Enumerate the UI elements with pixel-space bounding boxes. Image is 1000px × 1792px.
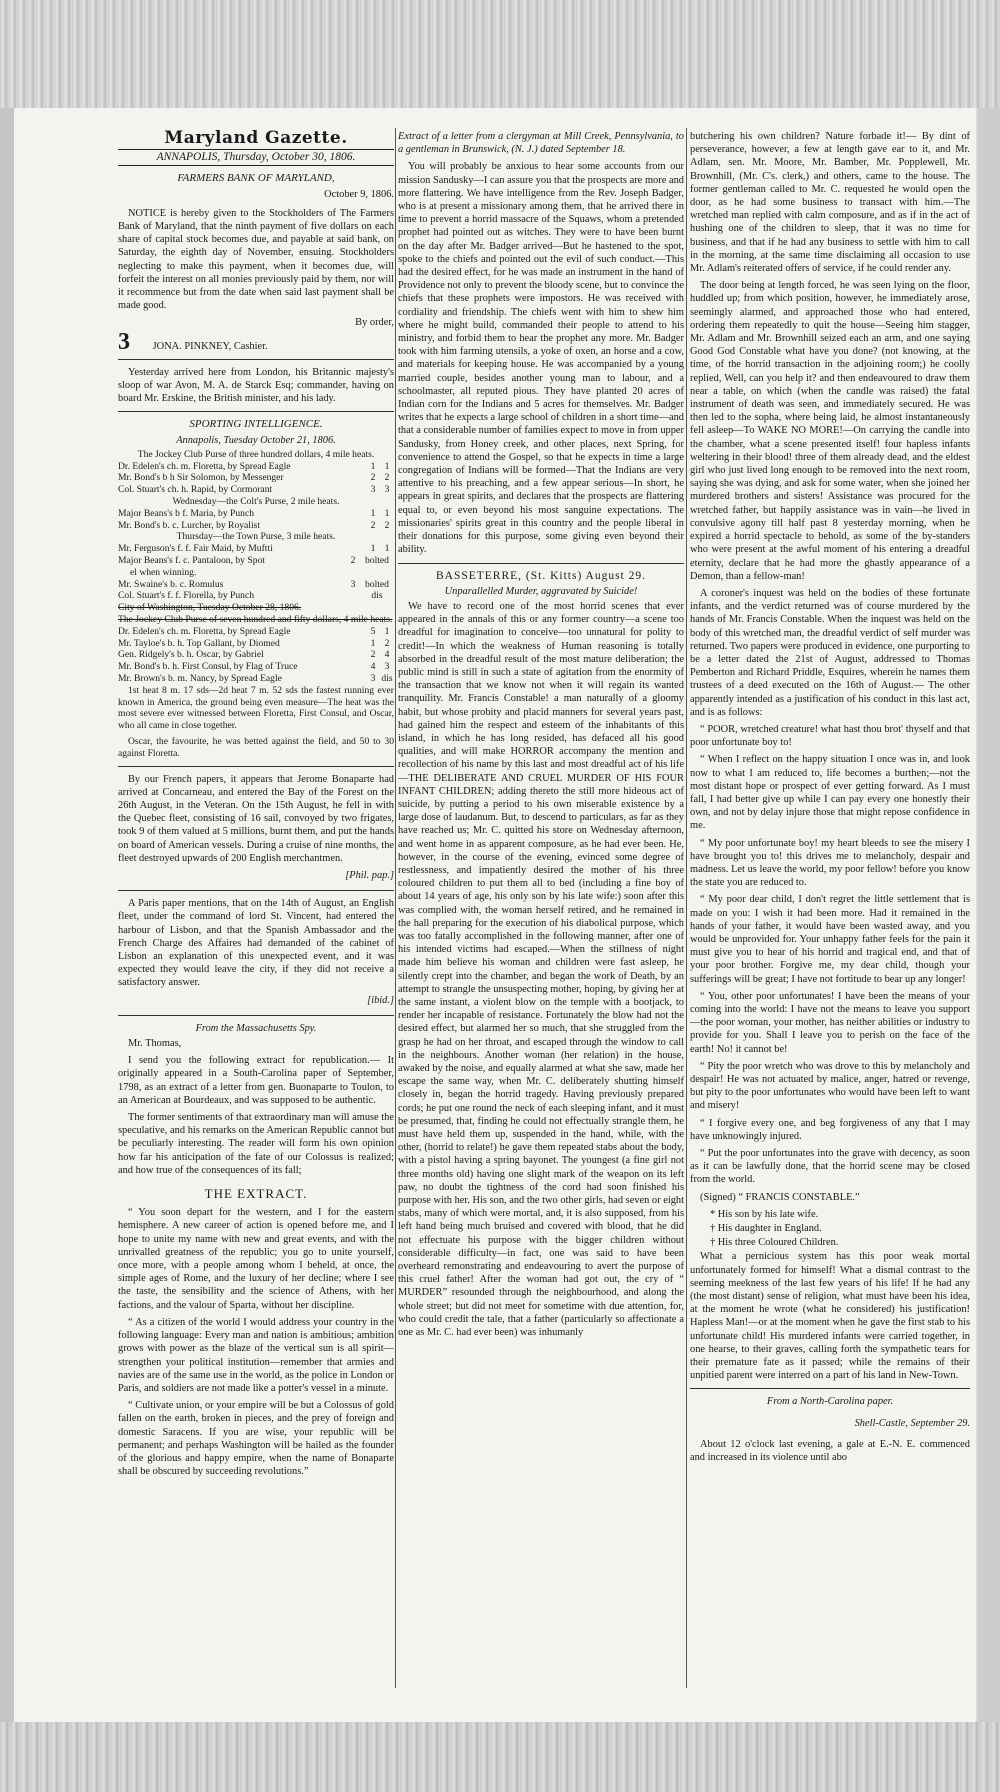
race-title: Thursday—the Town Purse, 3 mile heats. (176, 531, 336, 543)
scanner-top-margin (0, 0, 1000, 108)
race-row: Dr. Edelen's ch. m. Floretta, by Spread Eagle 1 1 (118, 460, 390, 472)
murder-continued-2: The door being at length forced, he was seen lying on the floor, huddled up; from which position, however, he immediately arose, seemingly alarmed, and approached those who had entered, ordering them repeatedly to quit the house—Seeing him stagger, Mr. Adlam and Mr. Brownhill seized each an arm, and one saying Good God Constable what have you done? (not knowing, at the time, of the horrid transaction in the adjoining room;) he coolly replied, Well, can you help it? and then endeavoured to draw them near a table, on which (when the candle was raised) the fatal instrument of death was seen, and immediately secured. He was then led to the sopha, where being laid, he almost instantaneously fell asleep—To WAKE NO MORE!—On carrying the candle into the chamber, what a scene presented itself! four hapless infants weltering in their blood! three of them already dead, and the eldest girl who just lived long enough to be removed into the next room, saying she was dying, and ask for some water, when she joined her murdered brothers and sisters! Assistance was procured for the wretched father, but happily assistance was in vain—he lived in convulsive agony till half past 8 yesterday morning, when he expired a horrid spectacle to behold, as some of the by-standers who were present at the awful moment of his entering a dreadful eternity, declare that he had more the ghastly appearance of a Demon, than a fellow-man! (690, 280, 970, 582)
avon-notice: Yesterday arrived here from London, his Britannic majesty's sloop of war Avon, M. A. de Starck Esq; commander, having on board Mr. Erskine, the British minister, and his lady. (118, 366, 394, 405)
letter-quote: “ When I reflect on the happy situation I once was in, and look now to what I am reduced to, life becomes a burthen;—not the most distant hope or prospect of ever getting forward. As I must fall, I had better give up while I can pay every one honestly their own, and not by delay injure those that might repose confidence in me. (690, 754, 970, 832)
coroner-inquest: A coroner's inquest was held on the bodies of these fortunate infants, and the verdict returned was of course murdered by the hands of Mr. Francis Constable. When the inquest was held on the body of this wretched man, the dreadful verdict of self murder was returned. Two papers were produced in evidence, one purporting to be a letter dated the 21st of August, addressed to Thomas Pemberton and Richard Priddle, Esquires, wherein he names them trustees of a deed executed on the 16th of August.— The other apparently intended as a justification of his conduct in this last act, and is as follows: (690, 587, 970, 718)
letter-quote: “ I forgive every one, and beg forgiveness of any that I may have unknowingly injured. (690, 1117, 970, 1142)
footnote: * His son by his late wife. (710, 1208, 819, 1220)
letter-quote: “ POOR, wretched creature! what hast thou brot' thyself and that poor unfortunate boy to! (690, 723, 970, 749)
letter-quote: “ My poor dear child, I don't regret the little settlement that is made on you: I wish it had been more. Had it remained in the hands of your father, it would have been wasted away, and you would be unprovided for. Your unhappy father feels for the pain it must give you to hear of his horrid and tragical end, and that of your poor brother. Forgive me, my dear child, though your sufferings will be great; I have not fortitude to bear up any longer! (690, 894, 970, 985)
column-2 (398, 130, 684, 1343)
masthead: Maryland Gazette. (164, 128, 348, 148)
race-row: Mr. Swaine's b. c. Romulus 3 bolted (118, 578, 389, 590)
column-rule (686, 128, 687, 1688)
race-row: Mr. Bond's b h Sir Solomon, by Messenger 2 2 (118, 472, 390, 484)
bank-notice: NOTICE is hereby given to the Stockholders of The Farmers Bank of Maryland, that the ninth payment of five dollars on each share of capital stock becomes due, and payable at said bank, on Saturday, the eighth day of November, ensuing. Stockholders neglecting to make this payment, when it becomes due, will forfeit the interest on all monies previously paid by them, nor will it recommence but from the date when said last payment shall be made good. (118, 207, 394, 312)
column-rule (395, 128, 396, 1688)
race-title: Wednesday—the Colt's Purse, 2 mile heats. (172, 496, 340, 508)
editorial-reflection: What a pernicious system has this poor weak mortal unfortunately formed for himself! What a dismal contrast to the seeming meekness of the last few years of his life! If he had any (the most distant) sense of religion, what must have been his idea, at the moment he wrote (what he considered) his justification! Hapless Man!—or at the moment when he gave the first stab to his unfortunate child! His murdered infants were carried together, in one hearse, to their graves, calling forth the sympathetic tears for their premature fate as it passed; while the remains of their unpitied parent were interred on a part of his land in New-Town. (690, 1251, 970, 1382)
sporting-date: Annapolis, Tuesday October 21, 1806. (176, 434, 336, 446)
bank-date: October 9, 1806. (324, 188, 394, 200)
source-credit: [Phil. pap.] (345, 870, 394, 881)
extract-heading: THE EXTRACT. (204, 1186, 308, 1202)
nc-dateline: Shell-Castle, September 29. (854, 1417, 970, 1429)
race-results-1 (118, 461, 394, 496)
basseterre-heading: BASSETERRE, (St. Kitts) August 29. (435, 569, 647, 582)
nc-paragraph: About 12 o'clock last evening, a gale at E.-N. E. commenced and increased in its violence until abo (690, 1438, 970, 1464)
dateline: ANNAPOLIS, Thursday, October 30, 1806. (118, 149, 394, 166)
race-results-4 (118, 626, 394, 685)
letter-signature: (Signed) “ FRANCIS CONSTABLE.” (700, 1191, 860, 1203)
race-row: Dr. Edelen's ch. m. Floretta, by Spread Eagle 5 1 (118, 625, 390, 637)
bank-order: By order, (355, 317, 394, 329)
race-row: Mr. Brown's b. m. Nancy, by Spread Eagle 3 dis (118, 673, 393, 684)
race-row: el when winning. (130, 566, 197, 578)
column-3 (690, 130, 970, 1468)
murder-continued-1: butchering his own children? Nature forbade it!— By dint of perseverance, however, a few at length gave ear to it, and Mr. Adlam, sen. Mr. Moore, Mr. Bamber, Mr. Popplewell, Mr. Brownhill, (Mr. C's. clerk,) and others, came to the house. The former gentleman called to Mr. C. requested he would open the door, as he had some business to transact with him.—The wretched man replied with calm composure, and as if in the act of hushing one of the children to sleep, that it was no time for business, and that if he had any business to settle with him to call in the morning, at the same time disclaiming all occasion to use Mr. Adlam's reiterated offers of service, if he could render any. (690, 131, 970, 275)
race-row: Major Beans's b f. Maria, by Punch 1 1 (118, 507, 390, 519)
race-row: Mr. Ferguson's f. f. Fair Maid, by Muftti 1 1 (118, 543, 390, 555)
race-row: Mr. Bond's b. h. First Consul, by Flag of Truce 4 3 (118, 661, 390, 673)
race-results-2 (118, 508, 394, 532)
race-row: Col. Stuart's ch. h. Rapid, by Cormorant 3 3 (118, 484, 390, 496)
divider (118, 411, 394, 412)
massachusetts-para-1: I send you the following extract for republication.— It originally appeared in a South-Carolina paper of September, 1798, as an extract of a letter from gen. Buonaparte to Toulon, to an American at Bourdeaux, and was supposed to be authentic. (118, 1055, 394, 1106)
bank-heading: FARMERS BANK OF MARYLAND, (177, 172, 335, 185)
footnote: † His three Coloured Children. (710, 1237, 839, 1249)
massachusetts-salutation: Mr. Thomas, (128, 1038, 182, 1050)
letter-quote: “ Put the poor unfortunates into the grave with decency, as soon as it can be lawfully done, that the horrid scene may be closed from the world. (690, 1148, 970, 1186)
extract-para-2: “ As a citizen of the world I would address your country in the following language: Every man and nation is ambitious; ambition grows with power as the blaze of the vertical sun is all spirit—strengthen your political institution—remember that armies and navies are of the same use in the world, as the police in London or Paris, and soldiers are not made like a potter's vessel in a minute. (118, 1316, 394, 1394)
struck-dateline: City of Washington, Tuesday October 28, 1806. (118, 602, 302, 614)
bonaparte-paragraph: By our French papers, it appears that Jerome Bonaparte had arrived at Concarneau, and entered the Bay of the Forest on the 26th August, in the Veteran. On the 15th August, he fell in with the Quebec fleet, consisting of 16 sail, convoyed by two frigates, took 9 of them valued at 5 millions, burnt them, and put the hands on board of American vessels. During a cruise of nine months, the fleet destroyed upwards of 200 English merchantmen. (118, 773, 394, 864)
struck-race-title: The Jockey Club Purse of seven hundred and fifty dollars, 4 mile heats. (118, 614, 393, 626)
race-heats: 1st heat 8 m. 17 sds—2d heat 7 m. 52 sds the fastest running ever known in America, the ground being even measure—The heat was the most severe ever witnessed between Floretta, First Consul, and Oscar, who all came in close together. (118, 684, 394, 732)
race-row: Mr. Tayloe's b. h. Top Gallant, by Diomed 1 2 (118, 637, 390, 649)
sporting-heading: SPORTING INTELLIGENCE. (189, 418, 323, 431)
nc-heading: From a North-Carolina paper. (766, 1396, 894, 1408)
divider (118, 890, 394, 891)
paris-paragraph: A Paris paper mentions, that on the 14th of August, an English fleet, under the command of lord St. Vincent, had entered the harbour of Lisbon, and that the Spanish Ambassador and the French Charge des Affaires had demanded of the cabinet of Lisbon an explanation of this unexpected event, and it was expected they would leave the city, if they did not receive a satisfactory answer. (118, 898, 394, 989)
letter-quote: “ My poor unfortunate boy! my heart bleeds to see the misery I have brought you to! this drives me to melancholy, despair and madness. Let us leave the world, my poor fellow! before you know the state you are reduced to. (690, 837, 970, 889)
column-1 (118, 130, 394, 1482)
race-title: The Jockey Club Purse of three hundred dollars, 4 mile heats. (137, 448, 375, 460)
scanner-left-edge (0, 108, 14, 1722)
extract-para-3: “ Cultivate union, or your empire will be but a Colossus of gold fallen on the earth, broken in pieces, and the prey of foreign and domestic Saracens. If you are wise, your republic will be permanent; and perhaps Washington will be hailed as the founder of the glorious and happy empire, when the name of Bonaparte shall be obscured by succeeding revolutions.” (118, 1400, 394, 1478)
extract-para-1: “ You soon depart for the western, and I for the eastern hemisphere. A new career of action is opened before me, and I hope to unite my name with new and great events, and with the unrivalled greatness of the republic; you go to unite yourself, once more, with a people among whom I beheld, at once, the simple ages of Rome, and the luxury of her decline; where I see the taste, the sensibility and the science of Athens, with her factions, and the valour of Sparta, without her discipline. (118, 1207, 394, 1311)
source-credit: [ibid.] (367, 994, 394, 1006)
race-row: Col. Stuart's f. f. Florella, by Punch dis (118, 590, 383, 602)
divider (118, 359, 394, 360)
murder-subheading: Unparallelled Murder, aggravated by Suicide! (444, 585, 638, 597)
handwritten-mark: 3 (118, 328, 130, 355)
bank-signature-line (118, 328, 394, 355)
massachusetts-heading: From the Massachusetts Spy. (195, 1022, 317, 1034)
letter-heading: Extract of a letter from a clergyman at Mill Creek, Pennsylvania, to a gentleman in Brunswick, (N. J.) dated September 18. (398, 131, 684, 156)
bank-signature: JONA. PINKNEY, Cashier. (152, 340, 268, 352)
newspaper-page (14, 108, 976, 1722)
letter-quote: “ You, other poor unfortunates! I have been the means of your coming into the world: I have not the means to leave you support—the poor woman, your mother, has neither abilities or industry to provide for you. Shall I leave you to perish on the face of the earth! No! it cannot be! (690, 990, 970, 1055)
divider (118, 766, 394, 767)
divider (118, 1015, 394, 1016)
scanner-bottom-margin (0, 1722, 1000, 1792)
race-row: Major Beans's f. c. Pantaloon, by Spot 2 bolted (118, 555, 389, 567)
race-row: Mr. Bond's b. c. Lurcher, by Royalist 2 2 (118, 519, 390, 531)
race-row: Gen. Ridgely's b. h. Oscar, by Gabriel 2 4 (118, 649, 390, 661)
race-oscar: Oscar, the favourite, he was betted against the field, and 50 to 30 against Floretta. (118, 735, 394, 759)
murder-report: We have to record one of the most horrid scenes that ever appeared in the annals of this or any former country—a scene too dreadful for imagination to conceive—too unnatural for polity to credit!—In which the weakness of Human reasoning is totally absorbed in the dreadful result of the most mature deliberation; the public mind is still in such a state of agitation from the enormity of the transaction that we know not when it will regain its wanted tranquility. Mr. Francis Constable! a man naturally of a gloomy habit, but whose probity and placid manners for several years past, had gained him the respect and esteem of the inhabitants of this island, in which he has long resided, has defaced all his good qualities, and will make HORROR accompany the mention and recollection of his name by this last and most dreadful act of his life—THE DELIBERATE AND CRUEL MURDER OF HIS FOUR INFANT CHILDREN; adding thereto the still more hideous act of suicide, by putting a period to his own miserable existence by a large dose of laudanum. But, to descend to particulars, as far as they have reached us; Mr. C. quitted his store on Wednesday afternoon, and went home in as apparent composure, as he had ever been. He, however, in the course of the evening, evinced some degree of restlessness, and impatiently desired the mother of his three coloured children to put them all to bed (including a fine boy of about 14 years of age, his only son by his late wife:) soon after this was complied with, the woman herself retired, and he remained in the hall preparing for the execution of his diabolical purpose, which was too fatally accomplished in the following manner, after one of his intended victims had escaped.—When the stillness of night made him believe his woman and children were fast asleep, he silently crept into the chamber, and began the work of Death, by an attempt to strangle the unsuspecting mother, hoping, by giving her at the same instant, a violent blow on the temple with a bootjack, to render her incapable of resistance. Fortunately the blow had not the desired effect, but alarmed her so much, that she struggled from the grasp he had on her throat, and escaped through the window to call in the neighbours. Another woman (her relation) in the house, awaked by the noise, and equally alarmed at what she saw, made her escape the same way, when Mr. C. deliberately shutting himself closely in, began the horrid tragedy. Having previously prepared cords; he put one round the neck of each sleeping infant, and it must be presumed, that, finding he could not effectually strangle them, he must have held them up, suspended in the hand, while, with the other, (horrid to relate!) he gave them repeated stabs about the body, with a pistol having a spring bayonet. The youngest (a fine girl not three months old) having one slight mark of the weapon on its left paw, no doubt the tightness of the cord had soon finished his purpose with her. His son, and the two other girls, had seven or eight stabs, many of which were mortal, and, it is also supposed, from his left hand being much bruised and covered with blood, that he did not effectuate his purpose with the bigger children without considerable difficulty—in fact, one was said to have been overheard remonstrating and endeavouring to avert the purpose of this cruel father! After the woman had got out, the cry of “ MURDER” resounded through the neighbourhood, and along the whole street; but did not meet for sometime with due attention, for, who could credit the tale, that a father (particularly so affectionate a one as Mr. C. had ever been) was inhumanly (398, 600, 684, 1339)
massachusetts-para-2: The former sentiments of that extraordinary man will amuse the speculative, and his remarks on the American Republic cannot but be peculiarly interesting. The reader will form his own opinion how far his anticipation of the fate of our Colossus is realized; and how true of the consequences of its fall; (118, 1112, 394, 1176)
letter-quote: “ Pity the poor wretch who was drove to this by melancholy and despair! He was not actuated by malice, anger, hatred or revenge, but pity to the poor unfortunates who would have been left to want and misery! (690, 1060, 970, 1112)
divider (398, 563, 684, 564)
divider (690, 1388, 970, 1389)
footnote: † His daughter in England. (710, 1223, 822, 1235)
scanner-right-edge (978, 108, 1000, 1722)
mission-letter: You will probably be anxious to hear some accounts from our mission Sandusky—I can assure you that the prospects are more and more flattering. We have intelligence from the Rev. Joseph Badger, who is at present a missionary among them, that he arrived there in time to prevent a horrid massacre of the Squaws, whom a pretended prophet had pointed out as witches. They were to have been burnt on the day after Mr. Badger arrived—But he hastened to the spot, spoke to the chiefs and pointed out the evil of such conduct.—This had the desired effect, for he was made an instrument in the hand of Providence not only to prevent the bloody scene, but to convince the chiefs that these prophets were impostors. He was received with cordiality and friendship. The chiefs went with him to shew him where he might build, commanded their people to attend to his ministry, and forbid them to hear the prophet any more. Mr. Badger took with him farming utensils, a yoke of oxen, an horse and a cow, and materials for keeping house. He was accompanied by a young married couple, besides another young man to labour, and a schoolmaster, all reputed pious. They have planted 20 acres of Indian corn for the Indians and 5 acres for themselves. Mr. Badger writes that he expects a large school of children in a short time—and that a considerable number of families expect to move in from upper Sandusky, from Honey creek, and other places, next Spring, for convenience to attend the Gospel, so that he expects in time a large congregation of Indians will be formed—That the Indians are very attentive to his preaching, and a few appear serious—In short, he appears in great spirits, and declares that the prospects are flattering equal to, or even beyond his most sanguine expectations. The missionaries' spirits great in this country and the people liberal in their donations for this purpose, some giving even beyond their ability. (398, 161, 684, 556)
race-results-3 (118, 543, 394, 602)
